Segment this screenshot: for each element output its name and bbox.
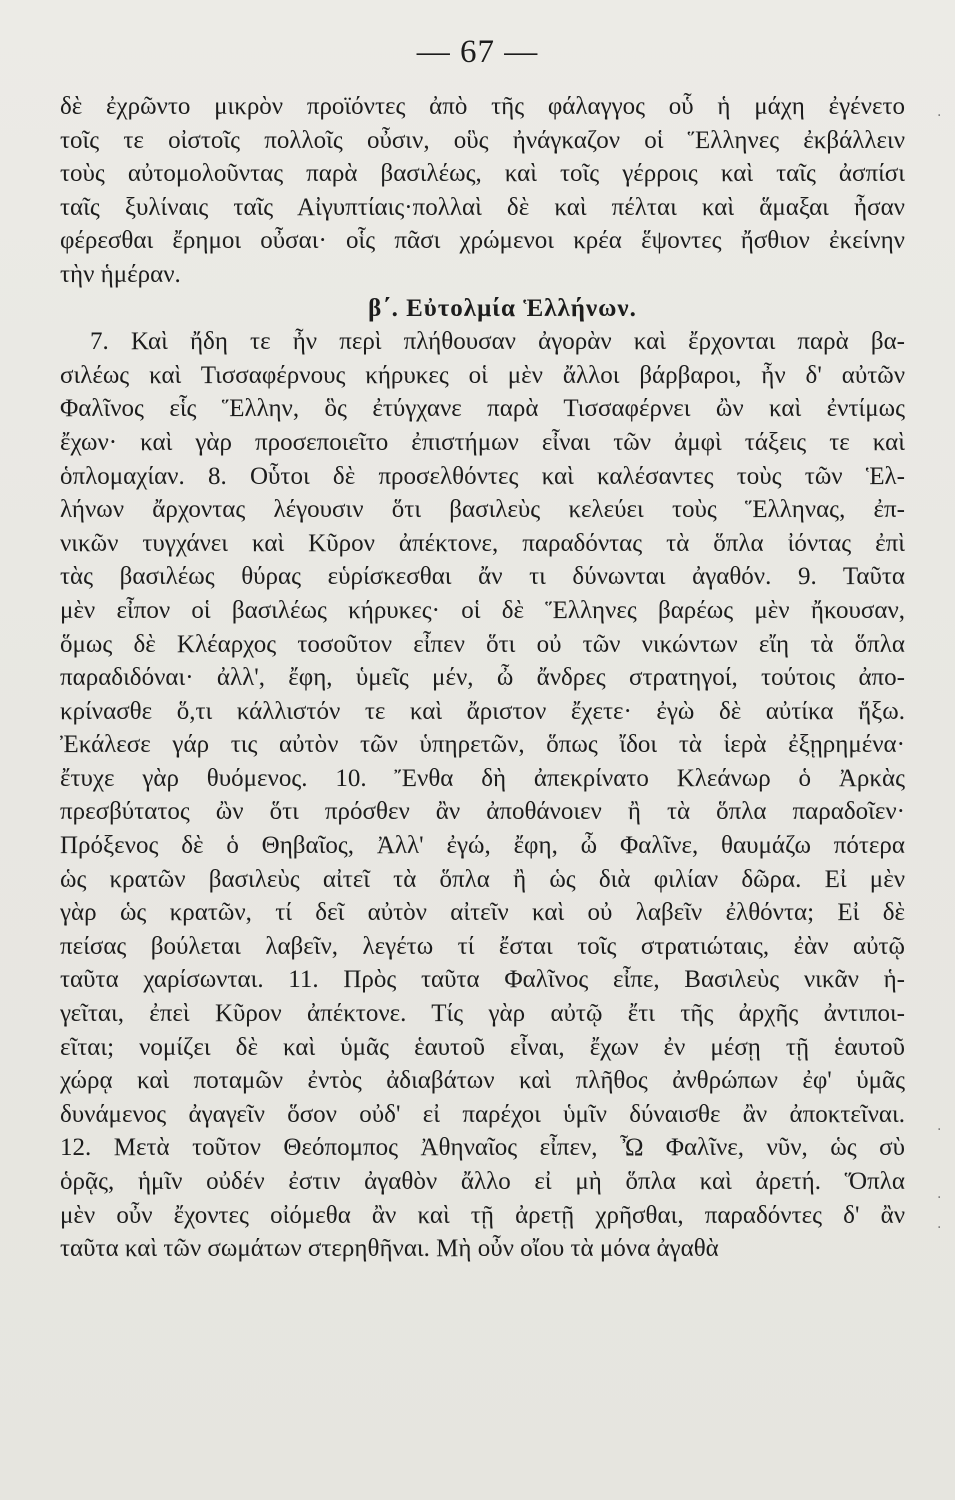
text-line: νικῶν τυγχάνει καὶ Κῦρον ἀπέκτονε, παραδόντας τὰ ὅπλα ἰόντας ἐπὶ bbox=[60, 529, 905, 557]
text-line: μὲν οὖν ἔχοντες οἰόμεθα ἂν καὶ τῇ ἀρετῇ χρῆσθαι, παραδόντες δ' ἂν bbox=[60, 1201, 905, 1229]
text-line: τοῖς τε οἰστοῖς πολλοῖς οὖσιν, οὓς ἠνάγκαζον οἱ Ἕλληνες ἐκβάλλειν bbox=[60, 126, 905, 154]
margin-mark: · bbox=[937, 1220, 942, 1236]
text-line: κρίνασθε ὅ,τι κάλλιστόν τε καὶ ἄριστον ἔχετε· ἐγὼ δὲ αὐτίκα ἥξω. bbox=[60, 697, 905, 725]
text-line: Ἐκάλεσε γάρ τις αὐτὸν τῶν ὑπηρετῶν, ὅπως ἴδοι τὰ ἱερὰ ἐξῃρημένα· bbox=[60, 731, 905, 759]
text-line: Φαλῖνος εἷς Ἕλλην, ὃς ἐτύγχανε παρὰ Τισσαφέρνει ὢν καὶ ἐντίμως bbox=[60, 395, 905, 423]
text-line: ταῦτα καὶ τῶν σωμάτων στερηθῆναι. Μὴ οὖν οἴου τὰ μόνα ἀγαθὰ bbox=[60, 1235, 719, 1263]
margin-mark: · bbox=[937, 1190, 942, 1206]
body-text bbox=[60, 90, 905, 1266]
text-line: ἔτυχε γὰρ θυόμενος. 10. Ἔνθα δὴ ἀπεκρίνατο Κλεάνωρ ὁ Ἀρκὰς bbox=[60, 764, 905, 792]
text-line: γὰρ ὡς κρατῶν, τί δεῖ αὐτὸν αἰτεῖν καὶ οὐ λαβεῖν ἐλθόντα; Εἰ δὲ bbox=[60, 899, 905, 927]
text-line: ὅμως δὲ Κλέαρχος τοσοῦτον εἶπεν ὅτι οὐ τῶν νικώντων εἴη τὰ ὅπλα bbox=[60, 630, 905, 658]
text-line: ταῦτα χαρίσωνται. 11. Πρὸς ταῦτα Φαλῖνος εἶπε, Βασιλεὺς νικᾶν ἡ- bbox=[60, 966, 905, 994]
text-line: ἔχων· καὶ γὰρ προσεποιεῖτο ἐπιστήμων εἶναι τῶν ἀμφὶ τάξεις τε καὶ bbox=[60, 428, 905, 456]
text-line: τὴν ἡμέραν. bbox=[60, 260, 181, 288]
text-line: δὲ ἐχρῶντο μικρὸν προϊόντες ἀπὸ τῆς φάλαγγος οὗ ἡ μάχη ἐγένετο bbox=[60, 93, 905, 120]
text-line: τὰς βασιλέως θύρας εὑρίσκεσθαι ἄν τι δύνωνται ἀγαθόν. 9. Ταῦτα bbox=[60, 563, 905, 591]
text-line: τοὺς αὐτομολοῦντας παρὰ βασιλέως, καὶ τοῖς γέρροις καὶ ταῖς ἀσπίσι bbox=[60, 160, 905, 188]
page-number: — 67 — bbox=[416, 34, 539, 70]
text-line: πρεσβύτατος ὢν ὅτι πρόσθεν ἂν ἀποθάνοιεν ἢ τὰ ὅπλα παραδοῖεν· bbox=[60, 798, 905, 826]
text-line: ὡς κρατῶν βασιλεὺς αἰτεῖ τὰ ὅπλα ἢ ὡς διὰ φιλίαν δῶρα. Εἰ μὲν bbox=[60, 865, 905, 893]
text-line: πείσας βούλεται λαβεῖν, λεγέτω τί ἔσται τοῖς στρατιώταις, ἐὰν αὐτῷ bbox=[60, 932, 905, 960]
text-line: παραδιδόναι· ἀλλ', ἔφη, ὑμεῖς μέν, ὦ ἄνδρες στρατηγοί, τούτοις ἀπο- bbox=[60, 664, 905, 692]
margin-mark: · bbox=[937, 1122, 942, 1138]
section-heading: β΄. Εὐτολμία Ἑλλήνων. bbox=[368, 294, 637, 322]
text-line: γεῖται, ἐπεὶ Κῦρον ἀπέκτονε. Τίς γὰρ αὐτῷ ἔτι τῆς ἀρχῆς ἀντιποι- bbox=[60, 1000, 905, 1028]
text-line: 7. Καὶ ἤδη τε ἦν περὶ πλήθουσαν ἀγορὰν καὶ ἔρχονται παρὰ βα- bbox=[90, 328, 905, 356]
margin-mark: · bbox=[937, 108, 942, 124]
text-line: Πρόξενος δὲ ὁ Θηβαῖος, Ἀλλ' ἐγώ, ἔφη, ὦ Φαλῖνε, θαυμάζω πότερα bbox=[60, 832, 905, 860]
text-line: χώρᾳ καὶ ποταμῶν ἐντὸς ἀδιαβάτων καὶ πλῆθος ἀνθρώπων ἐφ' ὑμᾶς bbox=[60, 1067, 905, 1095]
text-line: ταῖς ξυλίναις ταῖς Αἰγυπτίαις·πολλαὶ δὲ καὶ πέλται καὶ ἅμαξαι ἦσαν bbox=[60, 193, 905, 221]
text-line: ὁπλομαχίαν. 8. Οὗτοι δὲ προσελθόντες καὶ καλέσαντες τοὺς τῶν Ἑλ- bbox=[60, 462, 905, 490]
text-line: ὁρᾷς, ἡμῖν οὐδέν ἐστιν ἀγαθὸν ἄλλο εἰ μὴ ὅπλα καὶ ἀρετή. Ὅπλα bbox=[60, 1168, 905, 1195]
text-line: λήνων ἄρχοντας λέγουσιν ὅτι βασιλεὺς κελεύει τοὺς Ἕλληνας, ἐπ- bbox=[60, 496, 905, 524]
text-line: φέρεσθαι ἔρημοι οὖσαι· οἷς πᾶσι χρώμενοι κρέα ἕψοντες ἤσθιον ἐκείνην bbox=[60, 227, 905, 255]
text-line: 12. Μετὰ τοῦτον Θεόπομπος Ἀθηναῖος εἶπεν, Ὦ Φαλῖνε, νῦν, ὡς σὺ bbox=[60, 1134, 905, 1162]
text-line: σιλέως καὶ Τισσαφέρνους κήρυκες οἱ μὲν ἄλλοι βάρβαροι, ἦν δ' αὐτῶν bbox=[60, 361, 905, 389]
text-line: μὲν εἶπον οἱ βασιλέως κήρυκες· οἱ δὲ Ἕλληνες βαρέως μὲν ἤκουσαν, bbox=[60, 596, 905, 624]
text-line: δυνάμενος ἀγαγεῖν ὅσον οὐδ' εἰ παρέχοι ὑμῖν δύναισθε ἂν ἀποκτεῖναι. bbox=[60, 1100, 905, 1128]
text-line: εῖται; νομίζει δὲ καὶ ὑμᾶς ἑαυτοῦ εἶναι, ἔχων ἐν μέσῃ τῇ ἑαυτοῦ bbox=[60, 1033, 905, 1061]
